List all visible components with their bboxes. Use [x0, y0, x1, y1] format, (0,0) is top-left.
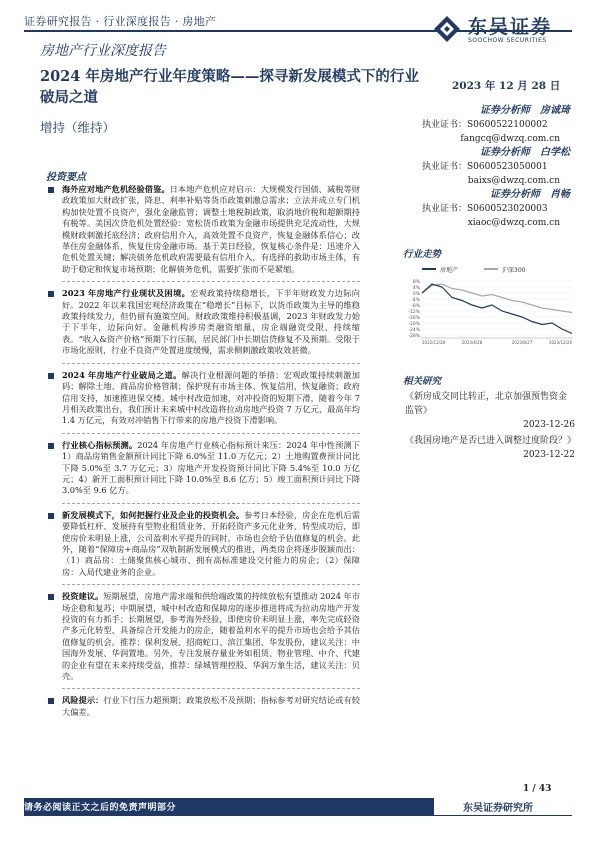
point-item: 2023 年房地产行业现状及困境。宏观政策持续稳增长，下半年财政发力边际向好。2022 年以来我国宏观经济政策在“稳增长”目标下，以货币政策为主导的维稳政策持续发力，但仍留有施策空间。财政政策维持积极基调，2023 年财政发力始于下半年，边际向好。金融机构涉房类融资缩量，房企端融资受限、持续缩表。“收入&资产价格”预期下行压制，居民部门中长期信贷修复不及预期。受限于市场化原则，行业不良资产处置进度缓慢，需求侧刺激政策收效甚微。	[46, 288, 360, 356]
analyst-entry	[416, 104, 576, 146]
y-tick-label: -4%	[411, 297, 420, 303]
y-tick-label: -12%	[408, 309, 420, 315]
breadcrumb: 证券研究报告 · 行业深度报告 · 房地产	[24, 15, 217, 28]
legend-label-sector: 房地产	[440, 267, 459, 274]
related-item-date: 2023-12-22	[523, 450, 575, 460]
y-tick-label: 4%	[412, 285, 420, 291]
analyst-role: 证券分析师 肖畅	[490, 189, 570, 200]
investment-points	[46, 184, 360, 724]
y-tick-label: -20%	[408, 321, 420, 327]
x-tick-label: 2023/12/26	[548, 340, 572, 345]
analyst-email[interactable]: baixs@dwzq.com.cn	[467, 176, 560, 186]
point-divider	[62, 433, 360, 434]
related-list	[405, 390, 575, 464]
point-divider	[62, 584, 360, 585]
institute-name: 东吴证券研究所	[463, 803, 533, 814]
logo-subtitle: SOOCHOW SECURITIES	[468, 37, 547, 44]
investment-points-title: 投资要点	[46, 172, 86, 183]
analyst-role: 证券分析师 房诚琦	[480, 105, 570, 116]
report-title: 2024 年房地产行业年度策略——探寻新发展模式下的行业破局之道	[40, 68, 419, 106]
report-type: 房地产行业深度报告	[40, 43, 166, 59]
y-tick-label: -16%	[408, 315, 420, 321]
logo-mark-icon	[430, 12, 464, 46]
y-tick-label: -28%	[408, 333, 420, 339]
y-tick-label: -8%	[411, 303, 420, 309]
analyst-list	[416, 104, 576, 230]
related-item-date: 2023-12-26	[523, 420, 575, 430]
analyst-license: 执业证书：S0600523020003	[422, 204, 548, 214]
analyst-license: 执业证书：S0600523050001	[422, 162, 548, 172]
point-item: 风险提示：行业下行压力超预期；政策放松不及预期；指标参考对研究结论或有较大偏差。	[46, 695, 360, 718]
analyst-email[interactable]: fangcq@dwzq.com.cn	[460, 134, 560, 144]
point-item: 海外应对地产危机经验借鉴。日本地产危机应对启示：大规模发行国债、减税等财政政策加大财政扩张，降息、利率补贴等货币政策刺激总需求；立法并成立专门机构加快处置不良资产，强化金融监管；调整土地税制政策，取消地价税和超额期持有税等。美国次贷危机处置经验：宽松货币政策为金融市场提供充足流动性，大规模财政刺激托底经济；政府信用介入，高效处置不良资产，恢复金融体系信心；改革住房金融体系，恢复住房金融市场。基于美日经验，恢复核心条件是：迅速介入危机处置关键；解决债务危机政府需要最有信用介入，有选择的救助市场主体，有助于稳定和恢复市场预期；化解债务危机，需要扩张而不是紧缩。	[46, 184, 360, 275]
related-item-title[interactable]: 《新房成交同比转正，北京加强预售资金监管》	[405, 392, 568, 416]
legend-label-index: 沪深300	[502, 267, 526, 274]
point-item: 新发展模式下，如何把握行业及企业的投资机会。参考日本经验，房企在危机后需要降低杠杆、发展持有型物业租赁业务、开拓轻资产多元化业务、转型成功后，即使房价未明显上涨，公司盈利水平提升的同时，市场也会给予估值修复的机会。此外，随着“保障房+商品房”双轨制新发展模式的推进，两类房企将逐步脱颖而出：（1）商品房：土储聚焦核心城市、拥有高标准建设交付能力的房企；（2）保障房：入局代建业务的企业。	[46, 510, 360, 578]
point-divider	[62, 688, 360, 689]
point-item: 2024 年房地产行业破局之道。解决行业根源问题的举措：宏观政策持续刺激加码；解除土地、商品房价格管制；保护现有市场主体、恢复信用，恢复融资；政府信用支持，加速推进保交楼。城中村改造加速，对冲投资的短期下滑，随着今年 7 月相关政策出台，我们预计未来城中村改造将拉动房地产投资 7 万亿元，最高年均 1.4 万亿元，有效对冲销售下行带来的房地产投资下滑影响。	[46, 370, 360, 427]
y-tick-label: 8%	[412, 279, 420, 285]
point-divider	[62, 363, 360, 364]
trend-title: 行业走势	[403, 249, 442, 260]
analyst-role: 证券分析师 白学松	[480, 147, 570, 158]
disclaimer: 请务必阅读正文之后的免责声明部分	[24, 803, 177, 813]
y-tick-label: -24%	[408, 327, 420, 333]
logo-name: 东吴证券	[468, 16, 553, 38]
analyst-email[interactable]: xiaoc@dwzq.com.cn	[467, 218, 560, 228]
x-tick-label: 2022/12/28	[422, 340, 446, 345]
report-date: 2023 年 12 月 28 日	[452, 80, 561, 92]
footer-line	[434, 815, 572, 816]
point-item: 行业核心指标预测。2024 年房地产行业核心指标预计来压：2024 年中性预测下 1）商品房销售金额预计同比下降 6.0%至 11.0 万亿元；2）土地购置费预计同比下降 5.0%至 3.7 万亿元；3）房地产开发投资预计同比下降 5.4%至 10.0 万亿元；4）新开工面积预计同比下降 10.0%至 8.6 亿方；5）竣工面积预计同比下降 3.0%至 9.6 亿方。	[46, 440, 360, 497]
x-tick-label: 2023/4/28	[461, 340, 483, 345]
x-tick-label: 2023/8/27	[511, 340, 533, 345]
point-item: 投资建议。短期展望，房地产需求端和供给端政策的持续放松有望推动 2024 年市场企稳和复苏；中期展望，城中村改造和保障房的逐步推进将成为拉动房地产开发投资的有力抓手；长期展望，参考海外经验，即使房价未明显上涨，率先完成轻资产多元化转型、具备综合开发能力的房企，随着盈利水平的提升市场也会给予其估值修复的机会。推荐：保利发展、招商蛇口、滨江集团、华发股份，建议关注：中国海外发展、华润置地。另外，专注发展存量业务如租赁、物业管理、中介、代建的企业有望在未来持续受益，推荐：绿城管理控股、华润万象生活，建议关注：贝壳。	[46, 591, 360, 682]
y-tick-label: 0%	[412, 291, 420, 297]
footer-bar	[24, 798, 434, 816]
company-logo	[430, 12, 580, 52]
analyst-license: 执业证书：S0600522100002	[422, 120, 548, 130]
page-number: 1 / 43	[523, 784, 552, 794]
point-divider	[62, 281, 360, 282]
point-divider	[62, 503, 360, 504]
related-title: 相关研究	[403, 376, 442, 387]
trend-chart	[400, 262, 576, 346]
rating: 增持（维持）	[40, 120, 116, 135]
analyst-entry	[416, 188, 576, 230]
related-item-title[interactable]: 《我国房地产是否已进入调整过度阶段？》	[405, 436, 577, 446]
analyst-entry	[416, 146, 576, 188]
trend-chart-svg	[400, 262, 576, 346]
